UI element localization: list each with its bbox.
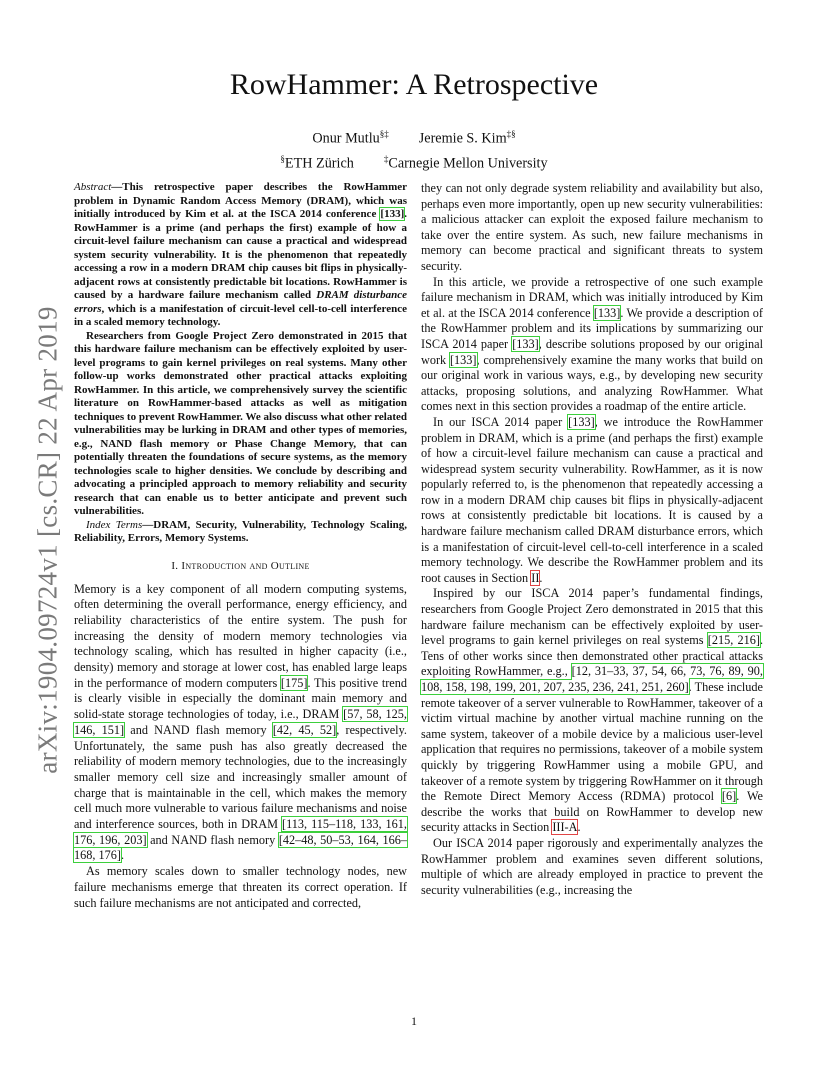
paper-title: RowHammer: A Retrospective — [229, 68, 599, 101]
author-block — [0, 124, 828, 173]
citation-link[interactable]: [42–48, 50–53, 164, 166–168, 176] — [74, 832, 407, 863]
citation-link[interactable]: [133] — [449, 352, 477, 367]
body-paragraph: In our ISCA 2014 paper [133], we introduce the RowHammer problem in DRAM, which is a prime (and perhaps the first) example of how a circuit-level failure mechanism can cause a practical and widespread system security vulnerability. RowHammer, as it is now popularly referred to, is the phenomenon that repeatedly accessing a row in a modern DRAM chip causes bit flips in physically-adjacent rows at consistently predictable bit locations. It is caused by a hardware failure mechanism called DRAM disturbance errors, which is a manifestation of circuit-level cell-to-cell interference in a scaled memory technology. We describe the RowHammer problem and its root causes in Section II. — [421, 414, 763, 585]
affiliations — [0, 149, 828, 174]
body-paragraph: Memory is a key component of all modern computing systems, often determining the overall performance, energy efficiency, and reliability characteristics of the entire system. The push for increasing the density of modern memory technologies via technology scaling, which has resulted in higher capacity (i.e., density) memory and storage at lower cost, has enabled large leaps in the performance of modern computers [175]. This positive trend is clearly visible in especially the dominant main memory and solid-state storage technologies of today, i.e., DRAM [57, 58, 125, 146, 151] and NAND flash memory [42, 45, 52], respectively. Unfortunately, the same push has also greatly decreased the reliability of modern memory technologies, due to the increasingly smaller memory cell size and increasingly smaller amount of charge that is maintainable in the cell, which makes the memory cell much more vulnerable to various failure mechanisms and noise and interference sources, both in DRAM [113, 115–118, 133, 161, 176, 196, 203] and NAND flash nemory [42–48, 50–53, 164, 166–168, 176]. — [74, 581, 407, 863]
citation-link[interactable]: [57, 58, 125, 146, 151] — [74, 707, 407, 737]
author-1: Onur Mutlu§‡ — [312, 129, 389, 147]
section-heading: I. Introduction and Outline — [171, 559, 310, 572]
author-names — [0, 124, 828, 149]
right-column — [421, 181, 763, 898]
body-paragraph: As memory scales down to smaller technology nodes, new failure mechanisms emerge that threaten its correct operation. If such failure mechanisms are not anticipated and corrected, — [74, 864, 407, 910]
body-paragraph: Inspired by our ISCA 2014 paper’s fundamental findings, researchers from Google Project Zero demonstrated in 2015 that this hardware failure mechanism can be effectively exploited by user-level programs to gain kernel privileges on real systems [215, 216]. Tens of other works since then demonstrated other practical attacks exploiting RowHammer, e.g., [12, 31–33, 37, 54, 66, 73, 76, 89, 90, 108, 158, 198, 199, 201, 207, 235, 236, 241, 251, 260]. These include remote takeover of a server vulnerable to RowHammer, takeover of a victim virtual machine by another virtual machine running on the same system, takeover of a mobile device by a malicious user-level application that requires no permissions, takeover of a mobile system quickly by triggering RowHammer using a mobile GPU, and takeover of a remote system by triggering RowHammer on it through the Remote Direct Memory Access (RDMA) protocol [6]. We describe the works that build on RowHammer to develop new security attacks in Section III-A. — [421, 586, 763, 835]
citation-link[interactable]: [133] — [380, 208, 405, 220]
body-paragraph: they can not only degrade system reliability and availability but also, perhaps even more importantly, open up new security vulnerabilities: a malicious attacker can exploit the exposed failure mechanism to take over the entire system. As such, new failure mechanisms in memory can become practical and significant threats to system security. — [421, 181, 763, 273]
arxiv-side-stamp: arXiv:1904.09724v1 [cs.CR] 22 Apr 2019 — [32, 306, 63, 774]
citation-link[interactable]: [133] — [512, 336, 539, 351]
citation-link[interactable]: [133] — [568, 414, 595, 429]
citation-link[interactable]: [12, 31–33, 37, 54, 66, 73, 76, 89, 90, 108, 158, 198, 199, 201, 207, 235, 236, 241, 251, 260] — [421, 664, 763, 694]
citation-link[interactable]: [6] — [721, 789, 737, 804]
body-paragraph: In this article, we provide a retrospective of one such example failure mechanism in DRAM, which was initially introduced by Kim et al. at the ISCA 2014 conference [133]. We provide a description of the RowHammer problem and its implications by summarizing our ISCA 2014 paper [133], describe solutions proposed by our original work [133], comprehensively examine the many works that build on our original work in various ways, e.g., by developing new security attacks, proposing solutions, and analyzing RowHammer. What comes next in this section provides a roadmap of the entire article. — [421, 274, 763, 414]
citation-link[interactable]: [215, 216] — [707, 633, 760, 648]
citation-link[interactable]: [175] — [280, 675, 308, 690]
citation-link[interactable]: [42, 45, 52] — [272, 722, 337, 737]
abstract-paragraph-1: Abstract—This retrospective paper describes the RowHammer problem in Dynamic Random Access Memory (DRAM), which was initially introduced by Kim et al. at the ISCA 2014 conference [133]. RowHammer is a prime (and perhaps the first) example of how a circuit-level failure mechanism can cause a practical and widespread system security vulnerability. It is the phenomenon that repeatedly accessing a row in a modern DRAM chip causes bit flips in physically-adjacent rows at consistently predictable bit locations. RowHammer is caused by a hardware failure mechanism called DRAM disturbance errors, which is a manifestation of circuit-level cell-to-cell interference in a scaled memory technology. — [74, 181, 407, 328]
abstract — [74, 181, 407, 546]
intro-body-left — [74, 582, 407, 912]
body-paragraph: Our ISCA 2014 paper rigorously and experimentally analyzes the RowHammer problem and examines seven different solutions, multiple of which are already employed in practice to prevent the security vulnerabilities (e.g., increasing the — [421, 835, 763, 897]
section-link[interactable]: II — [531, 570, 540, 585]
abstract-paragraph-2: Researchers from Google Project Zero demonstrated in 2015 that this hardware failure mechanism can be effectively exploited by user-level programs to gain kernel privileges on real systems. Many other follow-up works demonstrated other practical attacks exploiting RowHammer. In this article, we comprehensively survey the scientific literature on RowHammer-based attacks as well as mitigation techniques to prevent RowHammer. We also discuss what other related vulnerabilities may be lurking in DRAM and other types of memories, e.g., NAND flash memory or Phase Change Memory, that can potentially threaten the foundations of secure systems, as the memory technologies scale to higher densities. We conclude by describing and advocating a principled approach to memory reliability and security research that can enable us to better anticipate and prevent such vulnerabilities. — [74, 329, 407, 517]
author-2: Jeremie S. Kim‡§ — [418, 129, 516, 147]
affiliation-1: §ETH Zürich — [280, 153, 354, 172]
index-terms: Index Terms—DRAM, Security, Vulnerability, Technology Scaling, Reliability, Errors, Memory Systems. — [74, 518, 407, 544]
left-column — [74, 181, 407, 911]
citation-link[interactable]: [113, 115–118, 133, 161, 176, 196, 203] — [74, 817, 407, 847]
section-link[interactable]: III-A — [552, 820, 578, 835]
affiliation-2: ‡Carnegie Mellon University — [383, 153, 548, 172]
page-number: 1 — [411, 1014, 417, 1028]
citation-link[interactable]: [133] — [593, 305, 621, 320]
